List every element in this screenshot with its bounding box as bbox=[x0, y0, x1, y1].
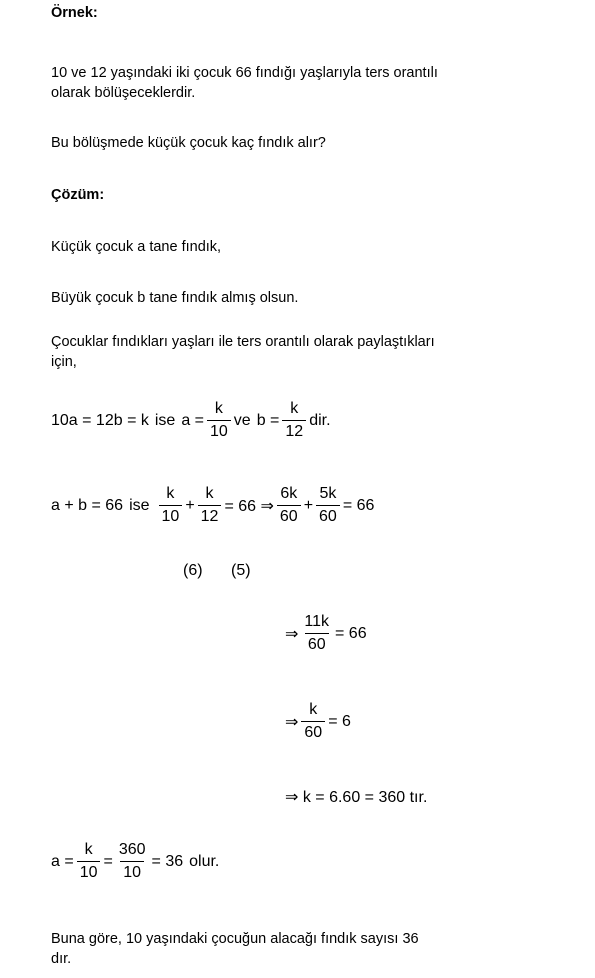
multiplier-6: (6) bbox=[183, 562, 203, 579]
eq2-fraction-5k-60 bbox=[316, 485, 340, 526]
fraction-numerator: 11k bbox=[304, 613, 330, 630]
let-a-text: Küçük çocuk a tane fındık, bbox=[51, 239, 222, 255]
equation-3 bbox=[285, 613, 367, 654]
eq1-a-eq: a = bbox=[181, 411, 204, 429]
eq2-ise: ise bbox=[129, 496, 150, 514]
equation-1 bbox=[51, 400, 331, 441]
fraction-denominator: 60 bbox=[305, 633, 329, 654]
eq5-text: ⇒ k = 6.60 = 360 tır. bbox=[285, 789, 428, 806]
eq6-fraction-360-10 bbox=[116, 841, 149, 882]
reason-line-2: için, bbox=[51, 354, 77, 370]
eq6-olur: olur. bbox=[189, 852, 220, 870]
equation-4 bbox=[285, 701, 351, 742]
question-text: Bu bölüşmede küçük çocuk kaç fındık alır? bbox=[51, 135, 326, 151]
let-b-text: Büyük çocuk b tane fındık almış olsun. bbox=[51, 290, 299, 306]
eq3-arrow: ⇒ bbox=[285, 625, 299, 643]
fraction-denominator: 60 bbox=[316, 505, 340, 526]
eq1-ise: ise bbox=[154, 411, 176, 429]
eq1-b-eq: b = bbox=[256, 411, 280, 429]
multiplier-5: (5) bbox=[231, 562, 251, 579]
eq4-arrow: ⇒ bbox=[285, 713, 299, 731]
eq1-dir: dir. bbox=[309, 411, 331, 429]
eq1-fraction-k-10 bbox=[207, 400, 231, 441]
fraction-numerator: 360 bbox=[118, 841, 146, 858]
fraction-denominator: 10 bbox=[120, 861, 144, 882]
eq2-fraction-k-10 bbox=[159, 485, 183, 526]
eq4-fraction-k-60 bbox=[301, 701, 325, 742]
equation-2 bbox=[51, 485, 374, 526]
eq1-ve: ve bbox=[233, 411, 251, 429]
fraction-denominator: 12 bbox=[282, 420, 306, 441]
eq1-fraction-k-12 bbox=[282, 400, 306, 441]
equation-5 bbox=[285, 787, 427, 807]
example-heading: Örnek: bbox=[51, 5, 98, 21]
fraction-numerator: k bbox=[84, 841, 93, 858]
fraction-denominator: 10 bbox=[77, 861, 101, 882]
equation-6 bbox=[51, 841, 219, 882]
conclusion-line-1: Buna göre, 10 yaşındaki çocuğun alacağı fındık sayısı 36 bbox=[51, 931, 419, 947]
fraction-numerator: 5k bbox=[319, 485, 337, 502]
problem-line-1: 10 ve 12 yaşındaki iki çocuk 66 fındığı yaşlarıyla ters orantılı bbox=[51, 65, 438, 81]
fraction-numerator: k bbox=[214, 400, 223, 417]
eq2-fraction-6k-60 bbox=[277, 485, 301, 526]
conclusion-line-2: dır. bbox=[51, 951, 72, 967]
eq1-lhs: 10a = 12b = k bbox=[51, 411, 149, 429]
eq2-eq66-arrow: = 66 ⇒ bbox=[224, 497, 274, 515]
eq6-fraction-k-10 bbox=[77, 841, 101, 882]
eq6-a-eq: a = bbox=[51, 852, 74, 870]
eq3-tail: = 66 bbox=[335, 624, 367, 642]
fraction-denominator: 10 bbox=[159, 505, 183, 526]
eq2-lhs: a + b = 66 bbox=[51, 496, 124, 514]
fraction-numerator: k bbox=[290, 400, 299, 417]
eq6-tail: = 36 bbox=[151, 852, 184, 870]
fraction-denominator: 60 bbox=[277, 505, 301, 526]
fraction-numerator: k bbox=[205, 485, 214, 502]
fraction-numerator: k bbox=[166, 485, 175, 502]
eq6-eq: = bbox=[103, 852, 113, 870]
eq4-tail: = 6 bbox=[328, 712, 351, 730]
eq2-fraction-k-12 bbox=[198, 485, 222, 526]
fraction-denominator: 12 bbox=[198, 505, 222, 526]
fraction-numerator: 6k bbox=[280, 485, 298, 502]
fraction-denominator: 10 bbox=[207, 420, 231, 441]
problem-line-2: olarak bölüşeceklerdir. bbox=[51, 85, 196, 101]
solution-heading: Çözüm: bbox=[51, 187, 105, 203]
reason-line-1: Çocuklar fındıkları yaşları ile ters orantılı olarak paylaştıkları bbox=[51, 334, 435, 350]
eq2-plus: + bbox=[185, 496, 195, 514]
eq2-plus-2: + bbox=[303, 496, 314, 514]
eq3-fraction-11k-60 bbox=[301, 613, 332, 654]
fraction-denominator: 60 bbox=[301, 721, 325, 742]
fraction-numerator: k bbox=[309, 701, 318, 718]
eq2-tail: = 66 bbox=[342, 496, 375, 514]
